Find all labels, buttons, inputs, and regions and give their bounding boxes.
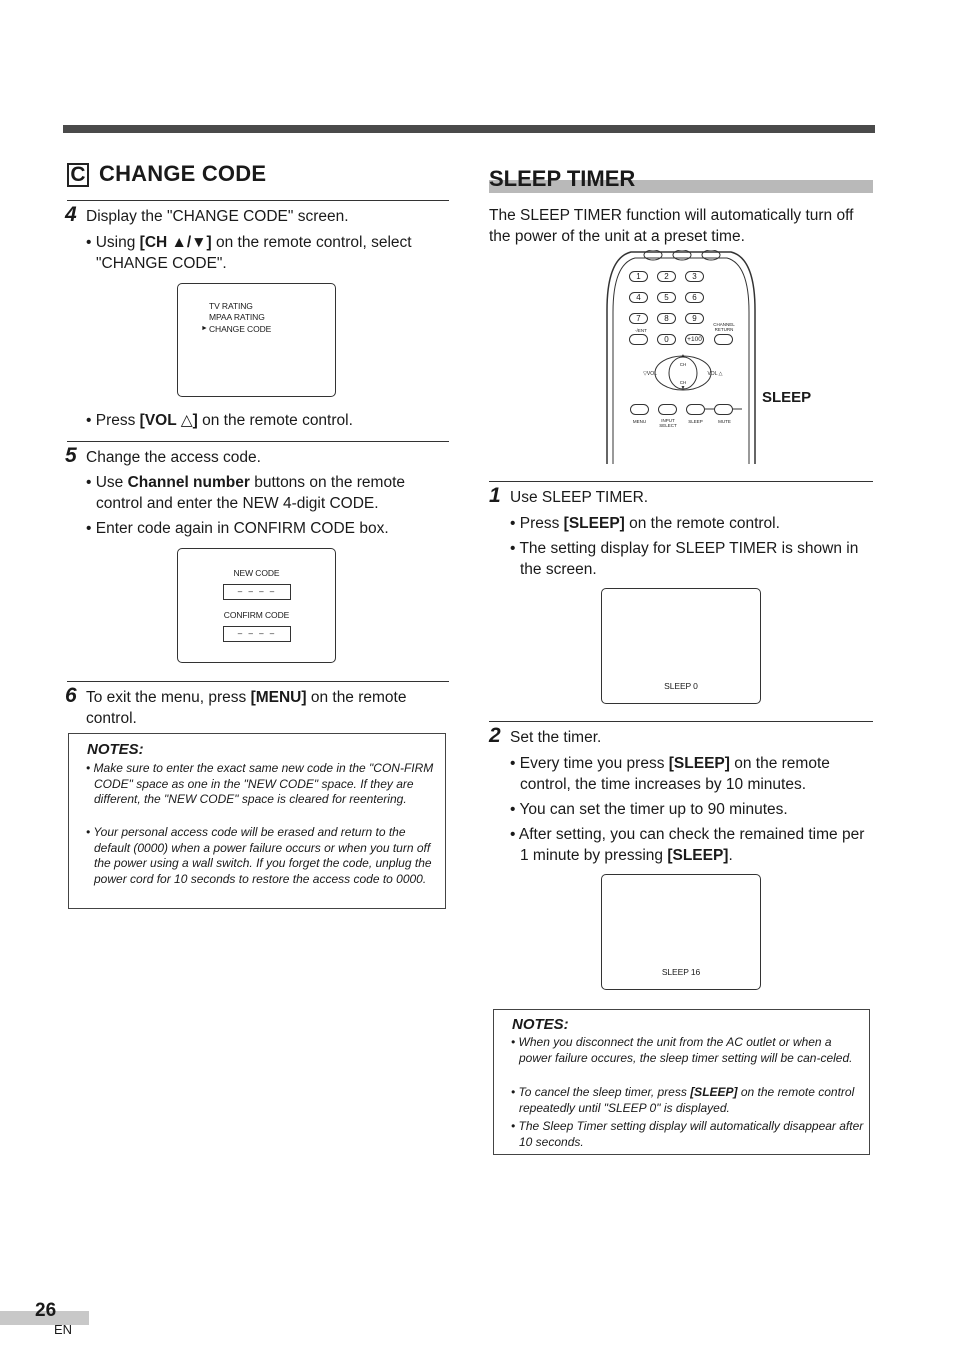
mute-key-label: MUTE [718,419,731,424]
menu-item-selected: CHANGE CODE [209,324,272,334]
bullet-text: • Use Channel number buttons on the remote control and enter the NEW 4-digit CODE. [86,474,406,512]
menu-pointer-icon: ► [201,325,208,332]
input-select-key-label: INPUT SELECT [659,418,677,428]
step-number: 4 [65,203,77,226]
bullet-text: • You can set the timer up to 90 minutes. [510,801,788,818]
key-channel-return [714,334,733,345]
bullet-text: • Using [CH ▲/▼] on the remote control, select "CHANGE CODE". [86,234,412,272]
confirm-code-field: – – – – [223,626,291,642]
divider [67,441,449,442]
ch-down-arrow-icon: ▼ [680,385,686,391]
key-0: 0 [657,334,676,345]
key-5: 5 [657,292,676,303]
key-plus-100: +100 [685,334,704,345]
new-code-screen [177,548,336,663]
divider [67,200,449,201]
notes-title: NOTES: [512,1016,569,1033]
language-label: EN [54,1322,73,1337]
key-sleep [686,404,705,415]
intro-text: The SLEEP TIMER function will automatically turn off the power of the unit at a preset time. [489,207,854,245]
key-ent [629,334,648,345]
notes-box [493,1009,870,1155]
sleep-screen-text: SLEEP 16 [661,967,701,977]
confirm-code-label: CONFIRM CODE [223,610,290,620]
bullet-text: • Press [SLEEP] on the remote control. [510,515,780,532]
change-code-title: CHANGE CODE [99,161,267,186]
key-9: 9 [685,313,704,324]
change-code-menu-screen [177,283,336,397]
step-number: 5 [65,444,77,467]
menu-item: MPAA RATING [209,312,265,322]
channel-return-label: CHANNEL RETURN [713,322,735,332]
key-6: 6 [685,292,704,303]
key-4: 4 [629,292,648,303]
step-number: 2 [489,724,501,747]
page-number: 26 [35,1300,57,1321]
sleep-callout-label: SLEEP [762,389,812,406]
step-text: To exit the menu, press [MENU] on the remote control. [86,689,407,727]
vol-up-label: VOL △ [707,371,723,377]
key-input-select [658,404,677,415]
note-item: • Your personal access code will be erased and return to the default (0000) when a power failure occurs or when you turn off the power using a wall switch. If you forget the code, unplug the power cord for 10 seconds to restore the access code to 0000. [86,825,432,886]
header-rule [63,125,875,133]
divider [489,481,873,482]
new-code-field: – – – – [223,584,291,600]
bullet-text: • The setting display for SLEEP TIMER is shown in the screen. [510,540,859,578]
sleep-16-screen [601,874,761,990]
sleep-timer-title: SLEEP TIMER [489,166,636,191]
notes-box [68,733,446,909]
divider [67,681,449,682]
ent-label: -/ENT [635,328,647,333]
key-3: 3 [685,271,704,282]
key-mute [714,404,733,415]
bullet-text: • Enter code again in CONFIRM CODE box. [86,520,389,537]
ch-up-arrow-icon: ▲ [680,353,686,359]
note-item: • Make sure to enter the exact same new code in the "CON-FIRM CODE" space as one in the "NEW CODE" space. If they are different, the "NEW CODE" space is cleared for reentering. [86,761,434,806]
bullet-text: • Press [VOL △] on the remote control. [86,412,353,429]
ch-up-label: CH [679,362,687,367]
step-text: Display the "CHANGE CODE" screen. [86,208,349,225]
key-7: 7 [629,313,648,324]
note-item: • The Sleep Timer setting display will automatically disappear after 10 seconds. [511,1119,864,1149]
step-text: Use SLEEP TIMER. [510,489,649,506]
step-text: Set the timer. [510,729,602,746]
sleep-key-label: SLEEP [688,419,703,424]
sleep-screen-text: SLEEP 0 [664,681,698,691]
ch-down-label: CH [679,380,687,385]
note-item: • When you disconnect the unit from the AC outlet or when a power failure occures, the sleep timer setting will be can-celed. [511,1035,853,1065]
menu-item: TV RATING [209,301,253,311]
bullet-text: • After setting, you can check the remained time per 1 minute by pressing [SLEEP]. [510,826,865,864]
key-menu [630,404,649,415]
key-8: 8 [657,313,676,324]
step-number: 1 [489,484,501,507]
section-badge: C [67,163,89,187]
bullet-text: • Every time you press [SLEEP] on the remote control, the time increases by 10 minutes. [510,755,830,793]
step-number: 6 [65,684,77,707]
notes-title: NOTES: [87,741,144,758]
menu-key-label: MENU [632,419,647,424]
vol-down-label: ▽VOL [643,371,657,377]
key-1: 1 [629,271,648,282]
step-text: Change the access code. [86,449,261,466]
key-2: 2 [657,271,676,282]
new-code-label: NEW CODE [233,568,280,578]
note-item: • To cancel the sleep timer, press [SLEEP] on the remote control repeatedly until "SLEEP 0" is displayed. [511,1085,855,1115]
remote-control-illustration [605,250,757,464]
divider [489,721,873,722]
sleep-0-screen [601,588,761,704]
